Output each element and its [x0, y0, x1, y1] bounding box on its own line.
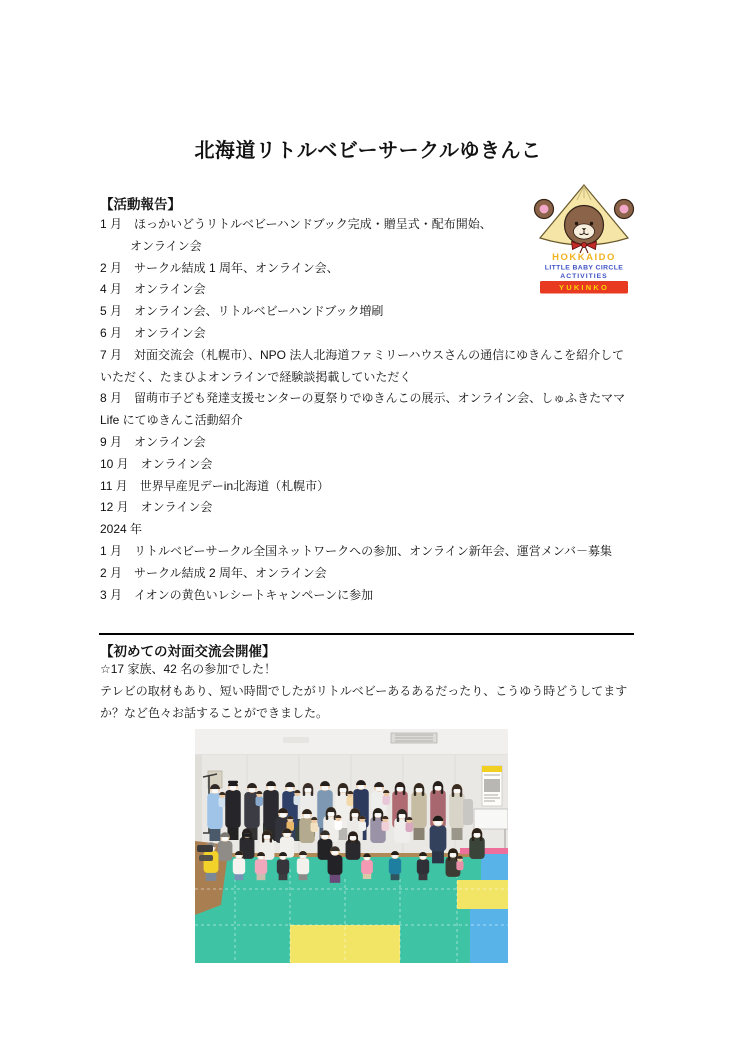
section-heading-meeting: 【初めての対面交流会開催】: [100, 644, 276, 659]
section-divider: [99, 633, 634, 635]
text-line: 10 月 オンライン会: [100, 456, 213, 471]
text-line: 11 月 世界早産児デーin北海道（札幌市）: [100, 478, 330, 493]
logo-text-circle: LITTLE BABY CIRCLE: [544, 264, 624, 272]
text-line: テレビの取材もあり、短い時間でしたがリトルベビーあるあるだったり、こうゆう時どうしてます: [100, 683, 628, 698]
group-photo-image: [195, 729, 508, 963]
logo-banner-yukinko: YUKINKO: [559, 283, 609, 293]
text-line: いただく、たまひよオンラインで経験談掲載していただく: [100, 369, 412, 384]
group-photo: [195, 729, 508, 963]
text-line: 12 月 オンライン会: [100, 500, 213, 515]
logo-text-hokkaido: HOKKAIDO: [552, 252, 616, 263]
text-line: Life にてゆきんこ活動紹介: [100, 413, 243, 428]
text-line: 8 月 留萌市子ども発達支援センターの夏祭りでゆきんこの展示、オンライン会、しゅふきたママ: [100, 391, 626, 406]
text-line: か？など色々お話することができました。: [100, 705, 329, 720]
text-line: 9 月 オンライン会: [100, 434, 206, 449]
page-title: 北海道リトルベビーサークルゆきんこ: [194, 140, 542, 162]
text-line: 4 月 オンライン会: [100, 282, 206, 297]
text-line: 3 月 イオンの黄色いレシートキャンペーンに参加: [100, 587, 374, 602]
text-line: オンライン会: [130, 238, 202, 253]
text-line: 2024 年: [100, 522, 143, 537]
logo-text-activities: ACTIVITIES: [560, 273, 608, 280]
text-line: 1 月 ほっかいどうリトルベビーハンドブック完成・贈呈式・配布開始、: [100, 217, 492, 231]
text-line: 5 月 オンライン会、リトルベビーハンドブック増刷: [100, 304, 384, 319]
text-line: 7 月 対面交流会（札幌市）、NPO 法人北海道ファミリーハウスさんの通信にゆきんこを紹介して: [100, 347, 625, 362]
section-heading-activity-report: 【活動報告】: [100, 197, 181, 212]
text-line: 1 月 リトルベビーサークル全国ネットワークへの参加、オンライン新年会、運営メンバ－募集: [100, 543, 612, 558]
text-line: 6 月 オンライン会: [100, 325, 206, 340]
text-line: ☆17 家族、42 名の参加でした！: [100, 662, 277, 676]
bear-icon: [524, 182, 644, 296]
text-line: 2 月 サークル結成 2 周年、オンライン会: [100, 565, 327, 580]
text-line: 2 月 サークル結成 1 周年、オンライン会、: [100, 260, 339, 275]
yukinko-logo: [524, 182, 644, 296]
meeting-lines: [100, 659, 637, 724]
